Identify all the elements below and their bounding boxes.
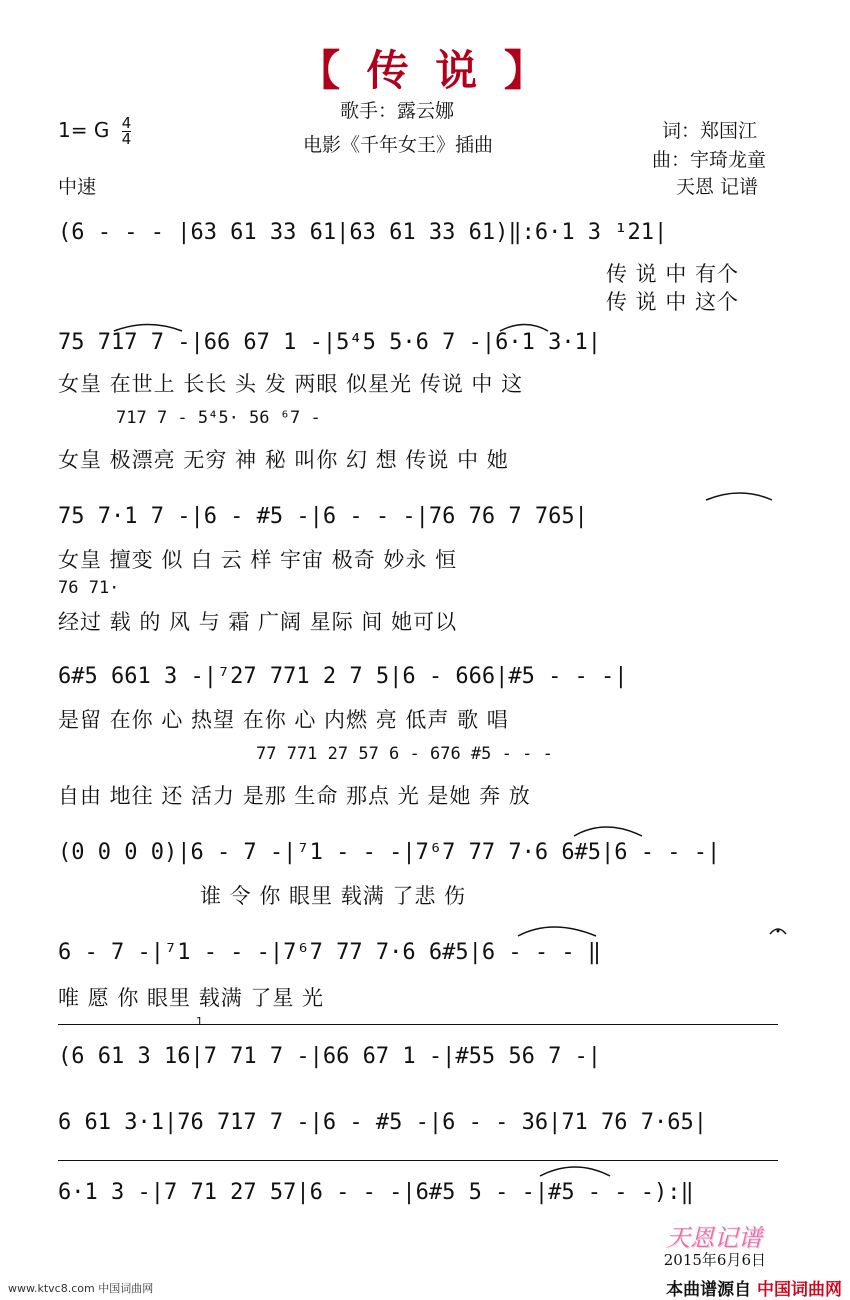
fermata-icon [770,929,786,934]
source-credit [666,1275,842,1300]
transcriber-credit: 天恩 记谱 [676,176,759,198]
song-title: 【 传 说 】 [298,46,552,95]
score-line-1: (6 - - - |63 61 33 61|63 61 33 61)‖:6·1 3 ¹21| [58,220,668,245]
lyric-line-3-verse-2: 经过 载 的 风 与 霜 广阔 星际 间 她可以 [58,610,458,634]
slur-arc [540,1167,610,1176]
lyric-line-5: 谁 令 你 眼里 载满 了悲 伤 [200,884,467,908]
lyric-line-1-verse-1: 传 说 中 有个 [606,262,740,286]
volta-number: 1 [196,1015,203,1028]
composer-credit: 曲：宇琦龙童 [652,149,767,171]
singer-credit: 歌手：露云娜 [340,100,455,122]
slur-arc [574,827,642,836]
score-line-7: (6 61 3 16|7 71 7 -|66 67 1 -|#55 56 7 -| [58,1044,602,1069]
key-label: 1= G [58,118,110,142]
transcriber-stamp: 天恩记谱 [666,1224,762,1252]
score-line-2-variant: 717 7 - 5⁴5· 56 ⁶7 - [116,408,321,428]
score-line-5: (0 0 0 0)|6 - 7 -|⁷1 - - -|7⁶7 77 7·6 6#5|6 - - -| [58,840,721,865]
time-signature [122,116,132,147]
score-line-4: 6#5 661 3 -|⁷27 771 2 7 5|6 - 666|#5 - - -| [58,664,628,689]
source-brand-link[interactable]: 中国词曲网 [757,1280,842,1300]
score-line-9: 6·1 3 -|7 71 27 57|6 - - -|6#5 5 - -|#5 - - -):‖ [58,1180,694,1205]
transcription-date: 2015年6月6日 [663,1251,766,1269]
time-signature-top: 4 [121,114,132,132]
key-signature [58,116,131,147]
section-rule [58,1160,778,1161]
lyric-line-1-verse-2: 传 说 中 这个 [606,290,740,314]
source-website[interactable]: www.ktvc8.com 中国词曲网 [8,1282,154,1295]
lyric-line-6: 唯 愿 你 眼里 载满 了星 光 [58,986,325,1010]
lyric-line-4-verse-1: 是留 在你 心 热望 在你 心 内燃 亮 低声 歌 唱 [58,708,509,732]
score-line-3-variant: 76 71· [58,578,120,598]
lyric-line-4-verse-2: 自由 地往 还 活力 是那 生命 那点 光 是她 奔 放 [58,784,531,808]
score-line-8: 6 61 3·1|76 717 7 -|6 - #5 -|6 - - 36|71 76 7·65| [58,1110,708,1135]
score-line-4-variant: 77 771 27 57 6 - 676 #5 - - - [256,744,553,764]
lyric-line-2-verse-2: 女皇 极漂亮 无穷 神 秘 叫你 幻 想 传说 中 她 [58,448,509,472]
lyric-line-3-verse-1: 女皇 擅变 似 白 云 样 宇宙 极奇 妙永 恒 [58,548,458,572]
score-line-2: 75 717 7 -|66 67 1 -|5⁴5 5·6 7 -|6·1 3·1| [58,330,602,355]
score-line-3: 75 7·1 7 -|6 - #5 -|6 - - -|76 76 7 765| [58,504,588,529]
film-credit: 电影《千年女王》插曲 [303,134,494,156]
source-prefix: 本曲谱源自 [666,1280,752,1300]
lyricist-credit: 词：郑国江 [662,120,758,142]
fermata-dot [777,930,780,933]
slur-arc [518,927,596,936]
tempo-marking: 中速 [58,176,97,198]
slur-arc [706,493,772,500]
time-signature-bottom: 4 [121,130,132,148]
lyric-line-2-verse-1: 女皇 在世上 长长 头 发 两眼 似星光 传说 中 这 [58,372,524,396]
score-line-6: 6 - 7 -|⁷1 - - -|7⁶7 77 7·6 6#5|6 - - - ‖ [58,940,602,965]
volta-bracket [58,1024,778,1025]
